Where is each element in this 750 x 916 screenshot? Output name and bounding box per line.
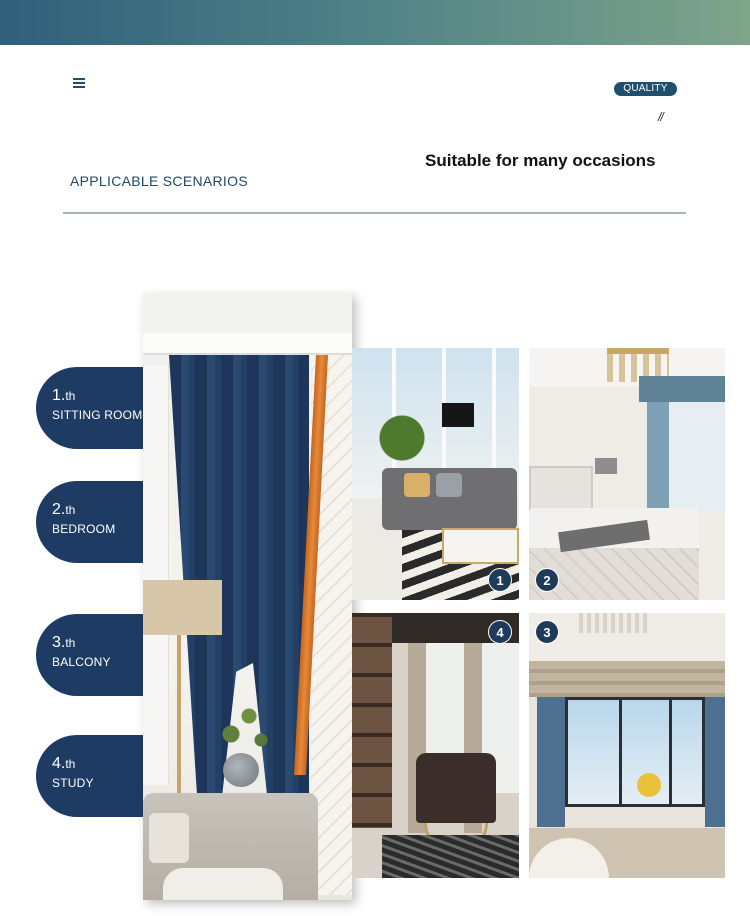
sitting-room-photo[interactable]	[352, 348, 519, 600]
scenario-tab-sitting-room[interactable]	[36, 367, 144, 449]
photo-badge-3: 3	[535, 620, 559, 644]
balcony-photo[interactable]	[529, 613, 725, 878]
main-curtain-photo	[143, 293, 352, 900]
menu-icon[interactable]	[73, 78, 85, 88]
photo-badge-4: 4	[488, 620, 512, 644]
top-gradient-band	[0, 0, 750, 45]
scenario-tab-study[interactable]	[36, 735, 144, 817]
bedroom-photo[interactable]	[529, 348, 725, 600]
quality-badge: QUALITY	[614, 82, 677, 96]
scenario-tab-bedroom[interactable]	[36, 481, 144, 563]
floor-lamp	[143, 580, 222, 635]
section-title: APPLICABLE SCENARIOS	[70, 173, 248, 189]
scenario-number: 4.th	[52, 755, 76, 772]
scenario-number: 3.th	[52, 634, 76, 651]
scenario-tab-balcony[interactable]	[36, 614, 144, 696]
study-photo[interactable]	[352, 613, 519, 878]
scenario-label: BALCONY	[52, 655, 111, 669]
scenario-label: BEDROOM	[52, 522, 116, 536]
divider	[63, 212, 686, 214]
photo-badge-2: 2	[535, 568, 559, 592]
scenario-number: 2.th	[52, 501, 76, 518]
scenario-number: 1.th	[52, 387, 76, 404]
scenario-label: SITTING ROOM	[52, 408, 143, 422]
slash-mark: //	[658, 110, 663, 124]
scenario-label: STUDY	[52, 776, 94, 790]
section-subtitle: Suitable for many occasions	[425, 151, 656, 170]
photo-badge-1: 1	[488, 568, 512, 592]
